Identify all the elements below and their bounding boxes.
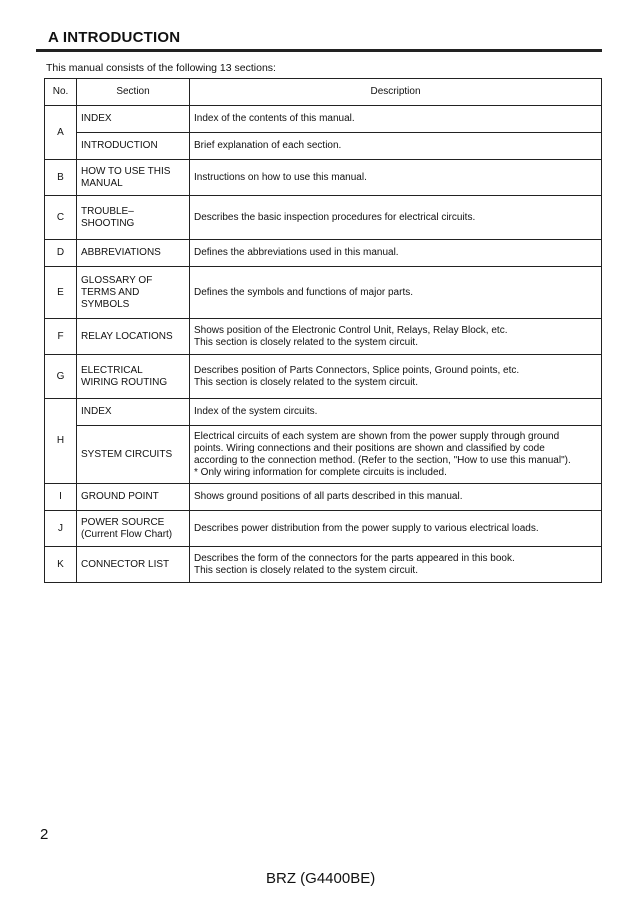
page-number: 2 [40,826,49,843]
row-section: CONNECTOR LIST [77,547,190,583]
table-row [45,355,602,399]
intro-text: This manual consists of the following 13 sections: [46,62,276,74]
row-description: Defines the abbreviations used in this manual. [190,240,602,267]
row-description: Index of the contents of this manual. [190,106,602,133]
row-section: GLOSSARY OF TERMS AND SYMBOLS [77,267,190,319]
row-no: A [45,106,77,160]
row-description: Electrical circuits of each system are shown from the power supply through ground points. Wiring connections and their positions are shown and classified by code according to the connection method. (Refer to the section, "How to use this manual"). * Only wiring information for complete circuits is included. [190,426,602,484]
row-no: I [45,484,77,511]
row-section: GROUND POINT [77,484,190,511]
row-description: Brief explanation of each section. [190,133,602,160]
sections-table [44,78,602,583]
row-section: INTRODUCTION [77,133,190,160]
row-no: H [45,399,77,484]
row-description: Describes the form of the connectors for the parts appeared in this book. This section is closely related to the system circuit. [190,547,602,583]
header-description: Description [190,79,602,106]
table-row [45,267,602,319]
row-description: Shows position of the Electronic Control Unit, Relays, Relay Block, etc. This section is closely related to the system circuit. [190,319,602,355]
section-heading [36,27,602,52]
table-row [45,106,602,133]
row-section: HOW TO USE THIS MANUAL [77,160,190,196]
header-section: Section [77,79,190,106]
heading-text: A INTRODUCTION [48,29,181,46]
row-no: D [45,240,77,267]
row-description: Instructions on how to use this manual. [190,160,602,196]
table-row [45,484,602,511]
row-no: F [45,319,77,355]
row-no: C [45,196,77,240]
row-description: Describes the basic inspection procedures for electrical circuits. [190,196,602,240]
row-description: Defines the symbols and functions of major parts. [190,267,602,319]
row-section: ELECTRICAL WIRING ROUTING [77,355,190,399]
row-section: TROUBLE– SHOOTING [77,196,190,240]
row-section: INDEX [77,399,190,426]
row-no: B [45,160,77,196]
row-description: Index of the system circuits. [190,399,602,426]
row-section: POWER SOURCE (Current Flow Chart) [77,511,190,547]
row-section: SYSTEM CIRCUITS [77,426,190,484]
row-no: G [45,355,77,399]
table-row [45,133,602,160]
row-no: E [45,267,77,319]
row-section: RELAY LOCATIONS [77,319,190,355]
table-row [45,319,602,355]
table-row [45,240,602,267]
table-row [45,547,602,583]
table-header-row [45,79,602,106]
row-description: Describes power distribution from the power supply to various electrical loads. [190,511,602,547]
table-row [45,160,602,196]
row-section: INDEX [77,106,190,133]
table-row [45,511,602,547]
row-section: ABBREVIATIONS [77,240,190,267]
row-description: Describes position of Parts Connectors, Splice points, Ground points, etc. This section is closely related to the system circuit. [190,355,602,399]
header-no: No. [45,79,77,106]
footer-code: BRZ (G4400BE) [266,870,376,887]
row-no: K [45,547,77,583]
table-row [45,196,602,240]
row-description: Shows ground positions of all parts described in this manual. [190,484,602,511]
table-row [45,426,602,484]
row-no: J [45,511,77,547]
table-row [45,399,602,426]
